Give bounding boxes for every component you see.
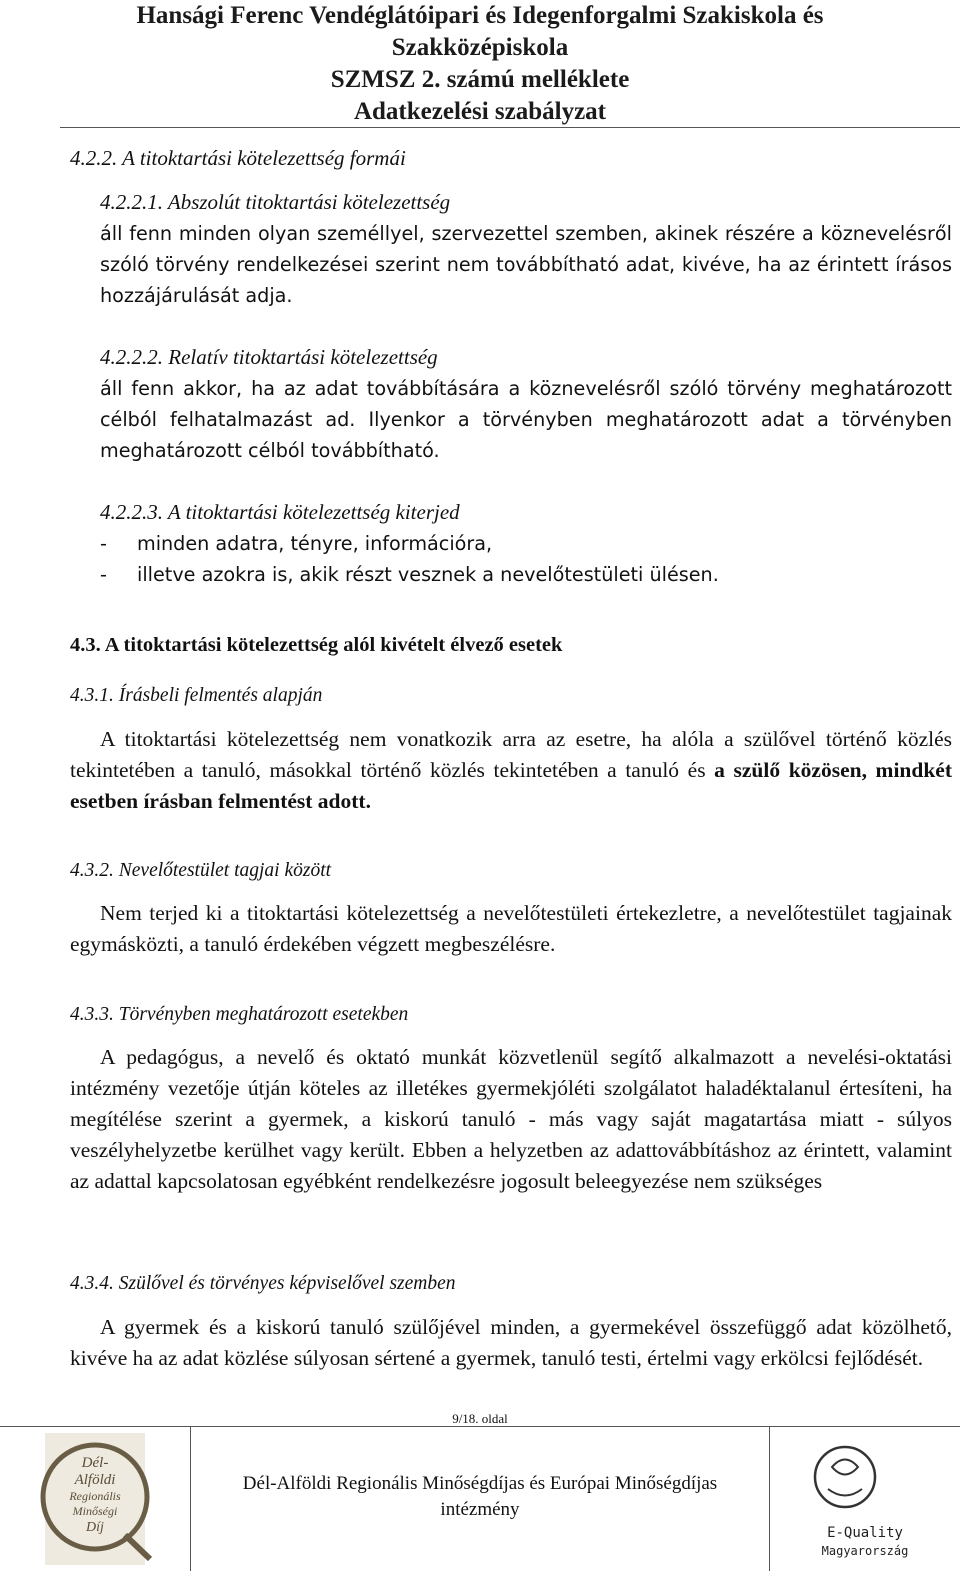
section-heading-4-2-2-3: 4.2.2.3. A titoktartási kötelezettség kiterjed xyxy=(100,500,460,524)
page-header xyxy=(0,0,960,128)
list-item xyxy=(100,528,952,559)
logo-text: Minőségi xyxy=(72,1504,118,1518)
list-bullet: - xyxy=(100,532,107,555)
list-item-text: minden adatra, tényre, információra, xyxy=(137,532,493,555)
section-heading-4-2-2: 4.2.2. A titoktartási kötelezettség formái xyxy=(70,146,406,170)
section-body-4-3-1 xyxy=(70,724,952,817)
logo-text: Magyarország xyxy=(821,1544,909,1558)
header-document-title: Adatkezelési szabályzat xyxy=(353,98,607,125)
header-annex-title: SZMSZ 2. számú melléklete xyxy=(330,66,630,93)
footer-right-cell xyxy=(769,1427,960,1571)
section-body-4-2-2-1: áll fenn minden olyan személlyel, szervezettel szemben, akinek részére a köznevelésről szóló törvény rendelkezései szerint nem továbbítható adat, kivéve, ha az érintett írásos hozzájárulását adja. xyxy=(100,222,952,307)
regional-quality-award-logo xyxy=(0,1427,190,1571)
footer-award-text xyxy=(190,1471,770,1523)
list-item xyxy=(100,559,952,590)
footer-text-line1: Dél-Alföldi Regionális Minőségdíjas és Európai Minőségdíjas xyxy=(242,1473,718,1494)
section-heading-4-3-1: 4.3.1. Írásbeli felmentés alapján xyxy=(70,685,323,706)
logo-text: Dél- xyxy=(81,1455,109,1471)
e-quality-logo xyxy=(770,1427,960,1571)
logo-text: E-Quality xyxy=(827,1525,903,1541)
section-heading-4-2-2-1: 4.2.2.1. Abszolút titoktartási kötelezettség xyxy=(100,190,451,214)
header-school-name-line1: Hansági Ferenc Vendéglátóipari és Idegenforgalmi Szakiskola és xyxy=(136,2,824,29)
list-bullet: - xyxy=(100,563,107,586)
section-heading-4-3-3: 4.3.3. Törvényben meghatározott esetekben xyxy=(70,1004,409,1025)
section-heading-4-3-2: 4.3.2. Nevelőtestület tagjai között xyxy=(70,860,332,881)
section-body-4-3-1-plain: A titoktartási kötelezettség nem vonatkozik arra az esetre, ha alóla a szülővel történő közlés tekintetében a tanuló, másokkal történő közlés tekintetében a tanuló és xyxy=(70,727,952,782)
logo-text: Regionális xyxy=(69,1489,121,1503)
logo-text: Alföldi xyxy=(74,1472,116,1488)
section-body-4-2-2-2: áll fenn akkor, ha az adat továbbítására a köznevelésről szóló törvény meghatározott célból felhatalmazást ad. Ilyenkor a törvényben meghatározott adat a törvényben meghatározott célból továbbítható. xyxy=(100,377,952,462)
section-heading-4-3-4: 4.3.4. Szülővel és törvényes képviselővel szemben xyxy=(70,1273,456,1294)
list-item-text: illetve azokra is, akik részt vesznek a nevelőtestületi ülésen. xyxy=(137,563,719,586)
section-body-4-3-2: Nem terjed ki a titoktartási kötelezettség a nevelőtestületi értekezletre, a nevelőtestület tagjainak egymásközti, a tanuló érdekében végzett megbeszélésre. xyxy=(70,901,952,956)
header-school-name-line2: Szakközépiskola xyxy=(391,34,569,61)
section-body-4-3-1-bold: a szülő közösen, mindkét esetben írásban felmentést adott. xyxy=(70,758,952,813)
section-heading-4-3: 4.3. A titoktartási kötelezettség alól kivételt élvező esetek xyxy=(70,634,563,656)
footer xyxy=(0,1426,960,1571)
logo-text: Díj xyxy=(86,1520,104,1535)
section-body-4-3-4: A gyermek és a kiskorú tanuló szülőjével minden, a gyermekével összefüggő adat közölhető, kivéve ha az adat közlése súlyosan sértené a gyermek, tanuló testi, értelmi vagy erkölcsi fejlődését. xyxy=(70,1315,952,1370)
section-heading-4-2-2-2: 4.2.2.2. Relatív titoktartási kötelezettség xyxy=(100,345,438,369)
section-body-4-3-3: A pedagógus, a nevelő és oktató munkát közvetlenül segítő alkalmazott a nevelési-oktatási intézmény vezetője útján köteles az illetékes gyermekjóléti szolgálatot haladéktalanul értesíteni, ha megítélése szerint a gyermek, a kiskorú tanuló - más vagy saját magatartása miatt - súlyos veszélyhelyzetbe kerülhet vagy került. Ebben a helyzetben az adattovábbításhoz az érintett, valamint az adattal kapcsolatosan egyébként rendelkezésre jogosult beleegyezése nem szükséges xyxy=(70,1045,952,1193)
footer-text-line2: intézmény xyxy=(440,1499,520,1520)
header-divider xyxy=(60,127,960,128)
section-list-4-2-2-3 xyxy=(100,528,952,590)
footer-left-cell xyxy=(0,1427,191,1571)
page-number: 9/18. oldal xyxy=(452,1411,508,1426)
